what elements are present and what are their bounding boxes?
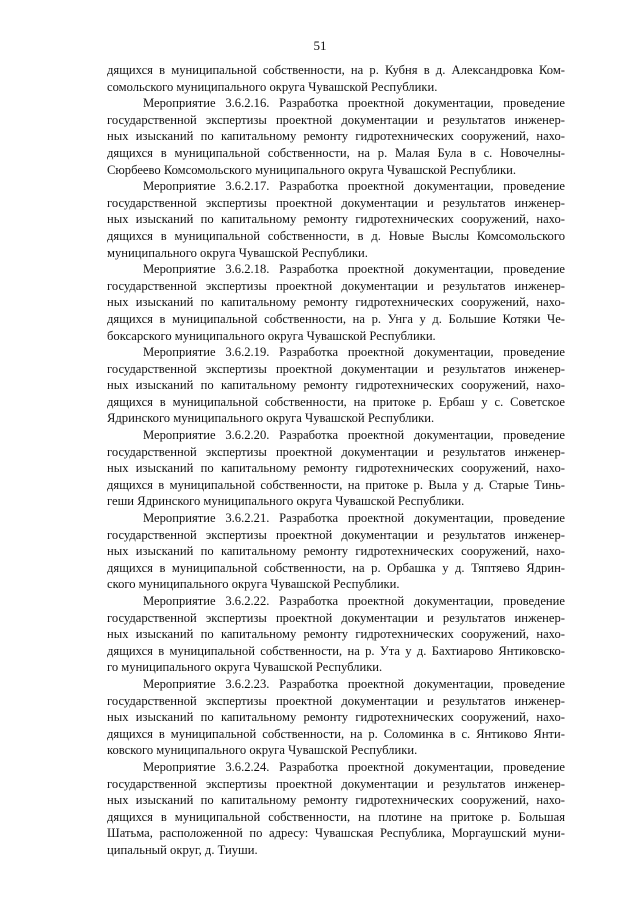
- paragraph-line: государственной экспертизы проектной документации и результатов инженер-: [107, 776, 565, 791]
- paragraph-line: дящихся в муниципальной собственности, на плотине на притоке р. Большая: [107, 809, 565, 824]
- paragraph-line: го муниципального округа Чувашской Республики.: [107, 660, 383, 675]
- paragraph-line: дящихся в муниципальной собственности, на притоке р. Выла у д. Старые Тинь-: [107, 477, 565, 492]
- paragraph-line: ных изысканий по капитальному ремонту гидротехнических сооружений, нахо-: [107, 544, 565, 559]
- paragraph-line: Мероприятие 3.6.2.23. Разработка проектной документации, проведение: [143, 676, 565, 691]
- paragraph-line: Сюрбеево Комсомольского муниципального округа Чувашской Республики.: [107, 162, 516, 177]
- paragraph-line: ных изысканий по капитальному ремонту гидротехнических сооружений, нахо-: [107, 710, 565, 725]
- paragraph-line: ных изысканий по капитальному ремонту гидротехнических сооружений, нахо-: [107, 129, 565, 144]
- paragraph-line: Мероприятие 3.6.2.19. Разработка проектной документации, проведение: [143, 345, 565, 360]
- paragraph-line: Мероприятие 3.6.2.17. Разработка проектной документации, проведение: [143, 179, 565, 194]
- paragraph-measure-3-6-2-19: [107, 344, 565, 427]
- paragraph-continuation: [107, 62, 565, 95]
- paragraph-line: ных изысканий по капитальному ремонту гидротехнических сооружений, нахо-: [107, 212, 565, 227]
- paragraph-line: государственной экспертизы проектной документации и результатов инженер-: [107, 527, 565, 542]
- paragraph-line: Мероприятие 3.6.2.16. Разработка проектной документации, проведение: [143, 96, 565, 111]
- paragraph-line: ных изысканий по капитальному ремонту гидротехнических сооружений, нахо-: [107, 378, 565, 393]
- paragraph-line: дящихся в муниципальной собственности, в д. Новые Выслы Комсомольского: [107, 228, 565, 243]
- paragraph-measure-3-6-2-16: [107, 95, 565, 178]
- paragraph-line: ных изысканий по капитальному ремонту гидротехнических сооружений, нахо-: [107, 295, 565, 310]
- paragraph-line: государственной экспертизы проектной документации и результатов инженер-: [107, 278, 565, 293]
- paragraph-line: ных изысканий по капитальному ремонту гидротехнических сооружений, нахо-: [107, 627, 565, 642]
- paragraph-line: боксарского муниципального округа Чувашской Республики.: [107, 328, 436, 343]
- paragraph-measure-3-6-2-22: [107, 593, 565, 676]
- paragraph-line: Мероприятие 3.6.2.18. Разработка проектной документации, проведение: [143, 262, 565, 277]
- paragraph-measure-3-6-2-21: [107, 510, 565, 593]
- paragraph-line: дящихся в муниципальной собственности, на р. Кубня в д. Александровка Ком-: [107, 63, 565, 77]
- paragraph-line: Мероприятие 3.6.2.24. Разработка проектной документации, проведение: [143, 759, 565, 774]
- paragraph-line: государственной экспертизы проектной документации и результатов инженер-: [107, 693, 565, 708]
- paragraph-line: Мероприятие 3.6.2.20. Разработка проектной документации, проведение: [143, 428, 565, 443]
- page-number: 51: [313, 38, 327, 53]
- paragraph-line: Мероприятие 3.6.2.21. Разработка проектной документации, проведение: [143, 511, 565, 526]
- paragraph-line: дящихся в муниципальной собственности, на р. Ута у д. Бахтиарово Янтиковско-: [107, 643, 565, 658]
- paragraph-measure-3-6-2-20: [107, 427, 565, 510]
- paragraph-line: ского муниципального округа Чувашской Республики.: [107, 577, 400, 592]
- paragraph-line: дящихся в муниципальной собственности, на р. Малая Була в с. Новочелны-: [107, 145, 565, 160]
- paragraph-line: государственной экспертизы проектной документации и результатов инженер-: [107, 195, 565, 210]
- paragraph-measure-3-6-2-18: [107, 261, 565, 344]
- paragraph-line: дящихся в муниципальной собственности, на притоке р. Ербаш у с. Советское: [107, 394, 565, 409]
- paragraph-line: сомольского муниципального округа Чувашской Республики.: [107, 79, 438, 94]
- paragraph-line: ных изысканий по капитальному ремонту гидротехнических сооружений, нахо-: [107, 793, 565, 808]
- paragraph-line: государственной экспертизы проектной документации и результатов инженер-: [107, 112, 565, 127]
- paragraph-line: Ядринского муниципального округа Чувашской Республики.: [107, 411, 435, 426]
- paragraph-line: дящихся в муниципальной собственности, на р. Соломинка в с. Янтиково Янти-: [107, 726, 565, 741]
- paragraph-line: ковского муниципального округа Чувашской Республики.: [107, 743, 418, 758]
- paragraph-measure-3-6-2-23: [107, 676, 565, 759]
- paragraph-line: ципальный округ, д. Тиуши.: [107, 842, 258, 857]
- paragraph-line: государственной экспертизы проектной документации и результатов инженер-: [107, 444, 565, 459]
- paragraph-line: ных изысканий по капитальному ремонту гидротехнических сооружений, нахо-: [107, 461, 565, 476]
- paragraph-line: геши Ядринского муниципального округа Чувашской Республики.: [107, 494, 465, 509]
- paragraph-line: Мероприятие 3.6.2.22. Разработка проектной документации, проведение: [143, 594, 565, 608]
- paragraph-measure-3-6-2-24: [107, 759, 565, 859]
- paragraph-line: дящихся в муниципальной собственности, на р. Орбашка у д. Тяптяево Ядрин-: [107, 560, 565, 575]
- paragraph-line: государственной экспертизы проектной документации и результатов инженер-: [107, 361, 565, 376]
- paragraph-measure-3-6-2-17: [107, 178, 565, 261]
- paragraph-line: государственной экспертизы проектной документации и результатов инженер-: [107, 610, 565, 625]
- document-body: [107, 62, 565, 859]
- paragraph-line: дящихся в муниципальной собственности, на р. Унга у д. Большие Котяки Че-: [107, 311, 565, 326]
- paragraph-line: Шатьма, расположенной по адресу: Чувашская Республика, Моргаушский муни-: [107, 826, 565, 841]
- paragraph-line: муниципального округа Чувашской Республики.: [107, 245, 368, 260]
